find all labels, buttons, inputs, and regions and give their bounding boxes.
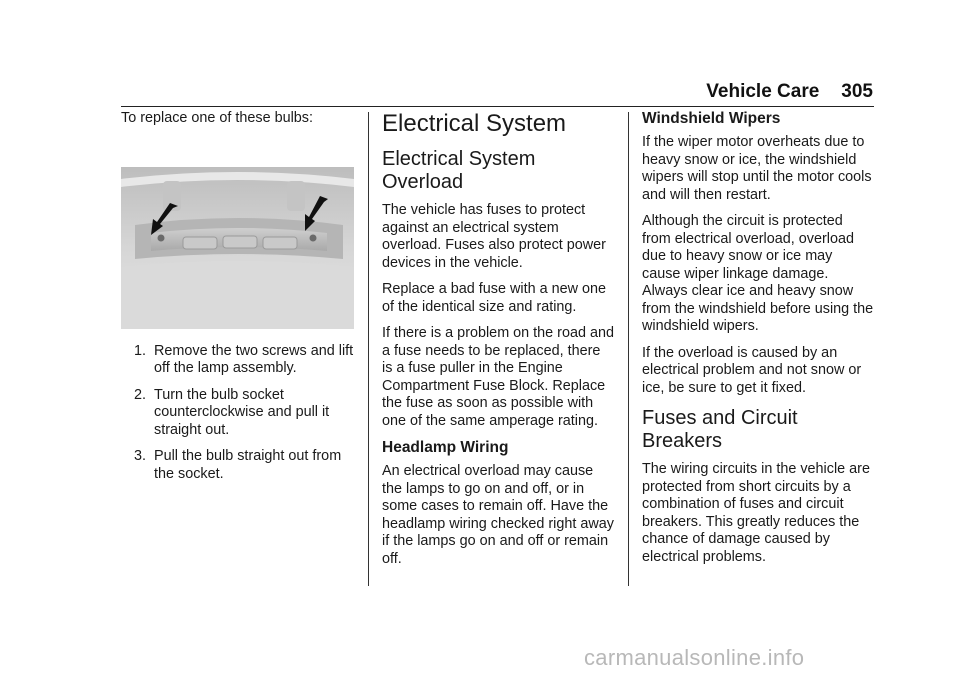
lamp-photo (121, 167, 354, 329)
lamp-illustration (121, 167, 354, 329)
column-2 (382, 110, 614, 577)
heading-headlamp-wiring: Headlamp Wiring (382, 439, 509, 456)
intro-text: To replace one of these bulbs: (121, 110, 314, 126)
column-divider (628, 112, 629, 586)
paragraph: An electrical overload may cause the lamps to go on and off, or in some cases to remain off. Have the headlamp wiring checked right away if the lamps go on and off or remain off. (382, 463, 614, 567)
heading-electrical-system: Electrical System (382, 110, 567, 137)
list-item: 3. Pull the bulb straight out from the socket. (133, 448, 342, 482)
paragraph: Replace a bad fuse with a new one of the identical size and rating. (382, 281, 607, 315)
step-list (121, 343, 356, 484)
heading-fuses-breakers: Fuses and Circuit Breakers (642, 407, 798, 452)
header-rule (121, 106, 874, 107)
paragraph: The vehicle has fuses to protect against an electrical system overload. Fuses also protect power devices in the vehicle. (382, 202, 606, 271)
column-divider (368, 112, 369, 586)
page-number: 305 (841, 81, 873, 102)
list-item: 2. Turn the bulb socket counterclockwise and pull it straight out. (133, 386, 330, 438)
column-1 (121, 110, 356, 492)
heading-windshield-wipers: Windshield Wipers (642, 110, 781, 127)
watermark: carmanualsonline.info (584, 645, 805, 670)
paragraph: The wiring circuits in the vehicle are protected from short circuits by a combination of fuses and circuit breakers. This greatly reduces the chance of damage caused by electrical problems. (642, 461, 870, 565)
paragraph: If there is a problem on the road and a fuse needs to be replaced, there is a fuse puller in the Engine Compartment Fuse Block. Replace the fuse as soon as possible with one of the same amperage rating. (382, 325, 614, 429)
paragraph: If the wiper motor overheats due to heavy snow or ice, the windshield wipers will stop until the motor cools and will then restart. (642, 134, 872, 203)
column-3 (642, 110, 874, 575)
paragraph: If the overload is caused by an electrical problem and not snow or ice, be sure to get it fixed. (642, 344, 862, 396)
heading-overload: Electrical System Overload (382, 148, 536, 193)
paragraph: Although the circuit is protected from electrical overload, overload due to heavy snow or ice may cause wiper linkage damage. Always clear ice and heavy snow from the windshield before using the windshield wipers. (642, 213, 874, 334)
list-item: 1. Remove the two screws and lift off the lamp assembly. (133, 342, 354, 376)
section-title: Vehicle Care (706, 81, 820, 102)
page-header (706, 81, 873, 103)
